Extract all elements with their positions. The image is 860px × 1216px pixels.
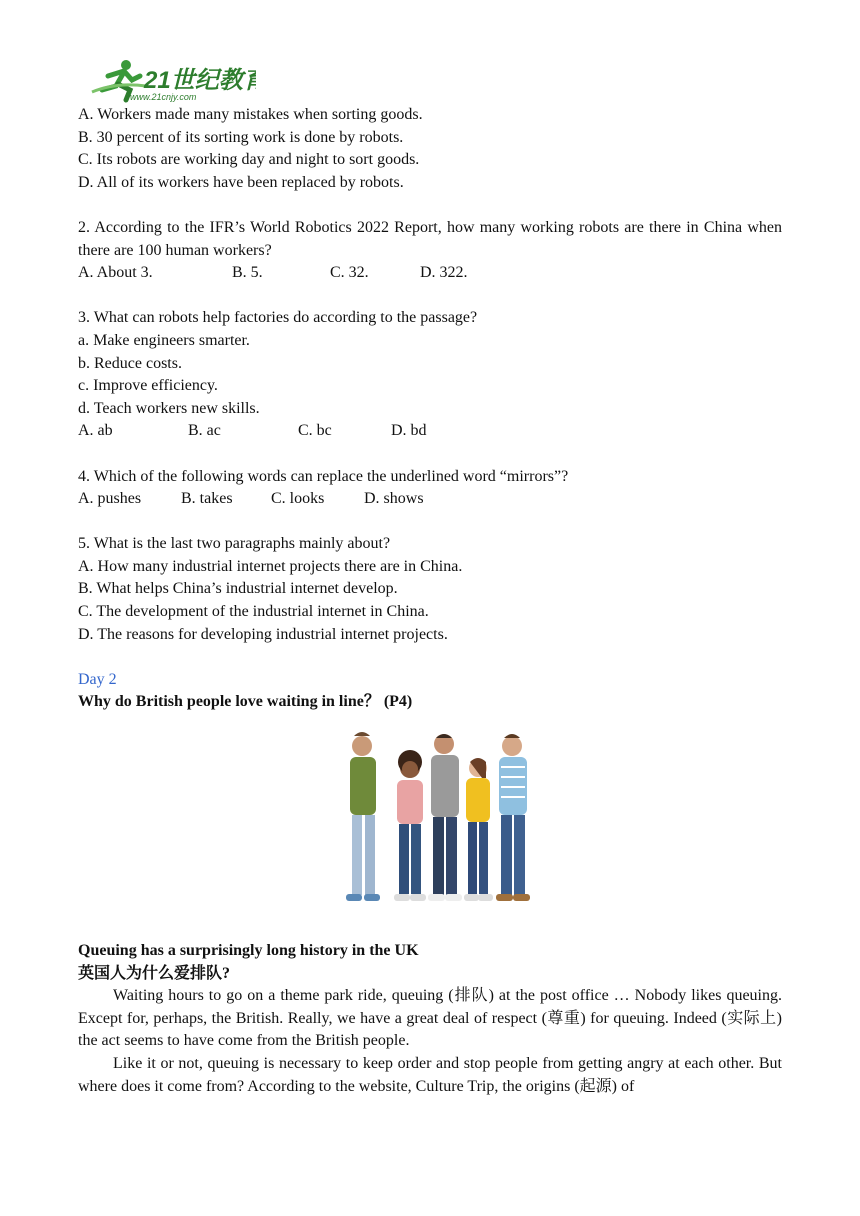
q1-option-d: D. All of its workers have been replaced by robots. <box>78 173 404 191</box>
q3-option-b: B. ac <box>188 422 221 440</box>
q3-item-d: d. Teach workers new skills. <box>78 399 260 417</box>
q1-option-b: B. 30 percent of its sorting work is done by robots. <box>78 128 404 146</box>
q1-option-a: A. Workers made many mistakes when sorting goods. <box>78 106 423 123</box>
q3-option-c: C. bc <box>298 422 332 440</box>
queue-people-illustration <box>292 722 562 912</box>
day-label: Day 2 <box>78 670 117 688</box>
article-subtitle: Queuing has a surprisingly long history in the UK <box>78 942 419 960</box>
q4-option-c: C. looks <box>271 490 325 508</box>
q5-option-a: A. How many industrial internet projects there are in China. <box>78 557 463 575</box>
q2-stem: 2. According to the IFR’s World Robotics 2022 Report, how many working robots are there in China when there are 100 human workers? <box>78 218 782 259</box>
queue-photo <box>292 722 562 912</box>
q1-option-c: C. Its robots are working day and night to sort goods. <box>78 151 420 169</box>
q4-option-d: D. shows <box>364 490 424 508</box>
paragraph-1: Waiting hours to go on a theme park ride, queuing (排队) at the post office … Nobody likes queuing. Except for, perhaps, the British. Really, we have a great deal of respect (尊重) for queuing. Indeed (实际上) the act seems to have come from the British people. <box>78 987 782 1050</box>
q5-option-b: B. What helps China’s industrial internet develop. <box>78 580 398 598</box>
site-logo <box>86 56 256 104</box>
q5-option-c: C. The development of the industrial internet in China. <box>78 603 429 621</box>
q4-option-a: A. pushes <box>78 490 142 508</box>
q5-stem: 5. What is the last two paragraphs mainly about? <box>78 535 391 553</box>
q3-item-a: a. Make engineers smarter. <box>78 331 250 349</box>
article-subtitle-cn: 英国人为什么爱排队? <box>78 964 231 982</box>
worksheet-content <box>78 104 782 1098</box>
logo-brand: 21世纪教育 <box>144 67 256 94</box>
q3-options <box>78 420 782 443</box>
logo-url: www.21cnjy.com <box>130 92 197 102</box>
q4-options <box>78 488 782 511</box>
q2-option-a: A. About 3. <box>78 264 153 282</box>
q2-option-c: C. 32. <box>330 264 369 282</box>
q2-option-b: B. 5. <box>232 264 263 282</box>
q3-option-d: D. bd <box>391 422 427 440</box>
runner-logo-icon <box>86 56 256 104</box>
article-title: Why do British people love waiting in line？ (P4) <box>78 693 413 711</box>
q2-option-d: D. 322. <box>420 264 468 282</box>
q3-stem: 3. What can robots help factories do according to the passage? <box>78 309 478 327</box>
q3-item-b: b. Reduce costs. <box>78 354 182 372</box>
q3-item-c: c. Improve efficiency. <box>78 377 218 395</box>
q5-option-d: D. The reasons for developing industrial internet projects. <box>78 625 448 643</box>
q4-option-b: B. takes <box>181 490 233 508</box>
q2-options <box>78 262 782 285</box>
q4-stem: 4. Which of the following words can replace the underlined word “mirrors”? <box>78 467 569 485</box>
paragraph-2: Like it or not, queuing is necessary to keep order and stop people from getting angry at each other. But where does it come from? According to the website, Culture Trip, the origins (起源) of <box>78 1055 782 1095</box>
q3-option-a: A. ab <box>78 422 113 440</box>
